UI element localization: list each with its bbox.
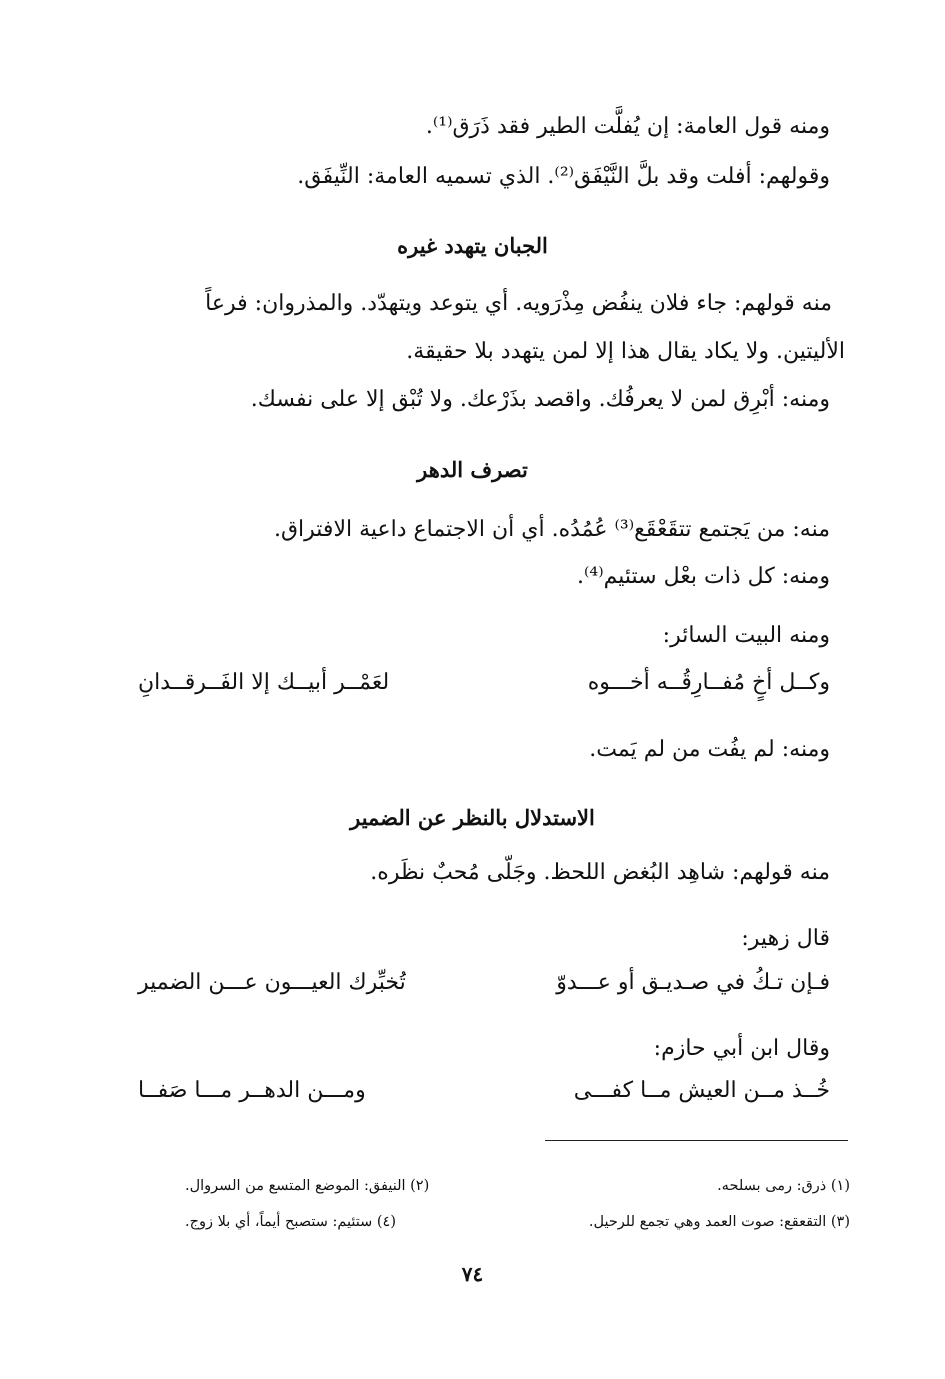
text-line-9: ومنه: لم يفُت من لم يَمت. [589, 737, 830, 762]
verse-2-first-hemistich: فـإن تـكُ في صـديـق أو عـــدوّ [556, 970, 830, 995]
verse-2-second-hemistich: تُخبِّرك العيـــون عـــن الضمير [138, 970, 406, 995]
text-line-8: ومنه البيت السائر: [662, 623, 830, 648]
text-line-11: قال زهير: [741, 926, 830, 951]
verse-1-first-hemistich: وكــل أخٍ مُفــارِقُــه أخـــوه [587, 670, 830, 695]
verse-3-second-hemistich: ومـــن الدهــر مـــا صَفــا [138, 1078, 366, 1103]
text-line-1: ومنه قول العامة: إن يُفلَّت الطير فقد ذَرَق⁽¹⁾. [425, 114, 830, 139]
section-heading-3: الاستدلال بالنظر عن الضمير [350, 805, 595, 830]
text-line-12: وقال ابن أبي حازم: [653, 1036, 830, 1061]
text-line-4: الأليتين. ولا يكاد يقال هذا إلا لمن يتهدد بلا حقيقة. [406, 339, 845, 364]
footnote-4: (٤) ستئيم: ستصبح أيماً، أي بلا زوج. [185, 1214, 397, 1230]
text-line-6: منه: من يَجتمع تتقَعْقَع⁽³⁾ عُمُدُه. أي أن الاجتماع داعية الافتراق. [273, 517, 830, 542]
footnote-3: (٣) التقعقع: صوت العمد وهي تجمع للرحيل. [588, 1214, 850, 1230]
footnote-separator [545, 1140, 848, 1141]
verse-1-second-hemistich: لعَمْــر أبيــك إلا الفَــرقــدانِ [138, 670, 390, 695]
footnote-1: (١) ذرق: رمى بسلحه. [717, 1178, 850, 1194]
text-line-10: منه قولهم: شاهِد البُغض اللحظ. وجَلّى مُحبٌ نظَره. [370, 860, 830, 885]
page-number: ٧٤ [461, 1262, 484, 1286]
text-line-3: منه قولهم: جاء فلان ينفُض مِذْرَويه. أي يتوعد ويتهدّد. والمذروان: فرعاً [205, 291, 832, 316]
footnote-2: (٢) النيفق: الموضع المتسع من السروال. [185, 1178, 430, 1194]
section-heading-2: تصرف الدهر [417, 457, 528, 482]
verse-3-first-hemistich: خُــذ مــن العيش مــا كفـــى [573, 1078, 830, 1103]
text-line-5: ومنه: أبْرِق لمن لا يعرفُك. واقصد بذَرْعك. ولا تُبْق إلا على نفسك. [250, 387, 830, 412]
text-line-2: وقولهم: أفلت وقد بلَّ النَّيْفَق⁽²⁾. الذي تسميه العامة: النِّيفَق. [297, 164, 830, 189]
section-heading-1: الجبان يتهدد غيره [397, 233, 548, 258]
text-line-7: ومنه: كل ذات بعْل ستئيم⁽⁴⁾. [576, 564, 830, 589]
